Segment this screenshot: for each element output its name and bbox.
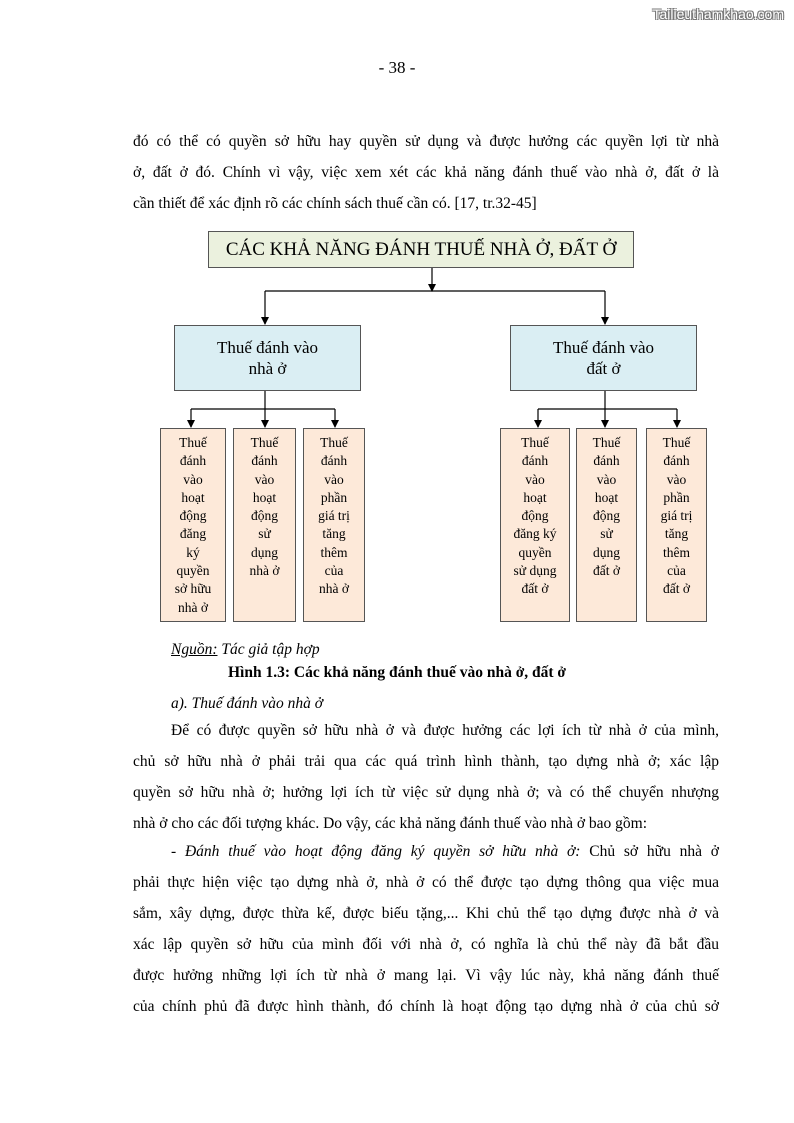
intro-line-3: cần thiết để xác định rõ các chính sách thuế cần có. [17, tr.32-45] — [133, 195, 537, 212]
body-line: nhà ở cho các đối tượng khác. Do vậy, các khả năng đánh thuế vào nhà ở bao gồm: — [133, 815, 648, 832]
diagram-branch-land — [510, 325, 697, 391]
intro-line-1: đó có thể có quyền sở hữu hay quyền sử dụng và được hưởng các quyền lợi từ nhà — [133, 133, 719, 150]
figure-caption: Hình 1.3: Các khả năng đánh thuế vào nhà ở, đất ở — [227, 664, 567, 681]
leaf-house-registration — [160, 428, 226, 622]
body-line: xác lập quyền sở hữu của mình đối với nhà ở, có nghĩa là chủ thể này đã bắt đầu — [133, 936, 719, 953]
leaf-house-use — [233, 428, 296, 622]
body-line: Để có được quyền sở hữu nhà ở và được hưởng các lợi ích từ nhà ở của mình, — [171, 722, 719, 739]
body-line: chủ sở hữu nhà ở phải trải qua các quá trình hình thành, tạo dựng nhà ở; xác lập — [133, 753, 719, 770]
leaf-label: Thuế đánh vào phần giá trị tăng thêm của nhà ở — [318, 435, 350, 597]
source-label: Nguồn: — [171, 641, 218, 658]
body-line: sắm, xây dựng, được thừa kế, được biếu tặng,... Khi chủ thể tạo dựng được nhà ở và — [133, 905, 719, 922]
leaf-label: Thuế đánh vào hoạt động sử dụng nhà ở — [249, 435, 280, 579]
leaf-label: Thuế đánh vào phần giá trị tăng thêm của đất ở — [660, 435, 693, 597]
body-paragraph-1 — [133, 715, 719, 839]
body-line: phải thực hiện việc tạo dựng nhà ở, nhà ở có thể được tạo dựng thông qua việc mua — [133, 874, 719, 891]
italic-lead: - Đánh thuế vào hoạt động đăng ký quyền sở hữu nhà ở: — [171, 843, 581, 860]
body-line-first — [133, 836, 719, 867]
intro-line-2: ở, đất ở đó. Chính vì vậy, việc xem xét các khả năng đánh thuế vào nhà ở, đất ở là — [133, 164, 719, 181]
lead-rest: Chủ sở hữu nhà ở — [580, 843, 719, 860]
leaf-land-use — [576, 428, 637, 622]
section-subheading: a). Thuế đánh vào nhà ở — [171, 695, 324, 712]
diagram-branch-house — [174, 325, 361, 391]
leaf-label: Thuế đánh vào hoạt động sử dụng đất ở — [592, 435, 621, 579]
body-line: của chính phủ đã được hình thành, đó chính là hoạt động tạo dựng nhà ở của chủ sở — [133, 998, 719, 1015]
body-line: quyền sở hữu nhà ở; hưởng lợi ích từ việc sử dụng nhà ở; và có thể chuyển nhượng — [133, 784, 719, 801]
body-paragraph-2 — [133, 836, 719, 1022]
body-line: được hưởng những lợi ích từ nhà ở mang lại. Vì vậy lúc này, khả năng đánh thuế — [133, 967, 719, 984]
leaf-land-added-value — [646, 428, 707, 622]
diagram-root-label: CÁC KHẢ NĂNG ĐÁNH THUẾ NHÀ Ở, ĐẤT Ở — [225, 238, 617, 260]
figure-source — [171, 641, 320, 659]
branch-land-label: Thuế đánh vào đất ở — [552, 338, 655, 378]
page-number: - 38 - — [378, 58, 416, 77]
leaf-land-registration — [500, 428, 570, 622]
branch-house-label: Thuế đánh vào nhà ở — [216, 338, 319, 378]
diagram-root — [208, 231, 634, 268]
watermark: Tailieuthamkhao.com — [652, 6, 784, 22]
source-text: Tác giả tập hợp — [217, 641, 320, 658]
leaf-label: Thuế đánh vào hoạt động đăng ký quyền sử dụng đất ở — [513, 435, 557, 597]
leaf-label: Thuế đánh vào hoạt động đăng ký quyền sở hữu nhà ở — [174, 435, 212, 615]
leaf-house-added-value — [303, 428, 365, 622]
